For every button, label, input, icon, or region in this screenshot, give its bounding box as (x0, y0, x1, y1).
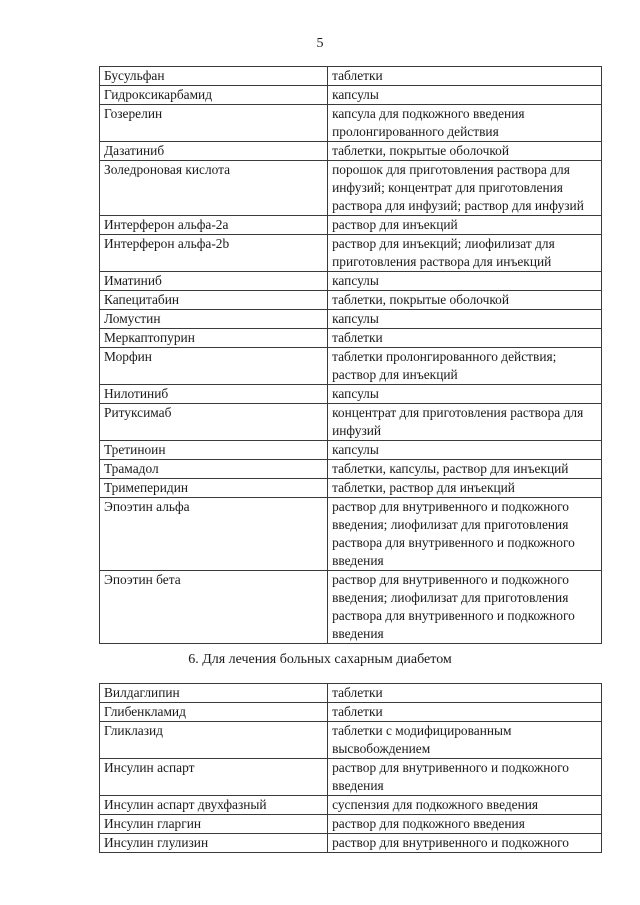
drug-name-cell: Иматиниб (100, 272, 328, 291)
table-row (100, 834, 602, 853)
drug-name-cell: Нилотиниб (100, 385, 328, 404)
drug-name-cell: Инсулин аспарт двухфазный (100, 796, 328, 815)
dosage-form-cell: раствор для внутривенного и подкожного (328, 834, 602, 853)
drug-name-cell: Инсулин глулизин (100, 834, 328, 853)
table-row (100, 759, 602, 796)
section-heading: 6. Для лечения больных сахарным диабетом (188, 652, 452, 667)
dosage-form-cell: таблетки, покрытые оболочкой (328, 291, 602, 310)
dosage-form-cell: раствор для внутривенного и подкожного введения; лиофилизат для приготовления раствора для внутривенного и подкожного введения (328, 571, 602, 644)
table-row (100, 348, 602, 385)
table-row (100, 235, 602, 272)
table-row (100, 703, 602, 722)
table-row (100, 67, 602, 86)
table-row (100, 722, 602, 759)
drug-name-cell: Ломустин (100, 310, 328, 329)
table-row (100, 460, 602, 479)
drug-table-diabetes (99, 683, 602, 853)
table-row (100, 142, 602, 161)
drug-name-cell: Ритуксимаб (100, 404, 328, 441)
table-row (100, 86, 602, 105)
dosage-form-cell: капсула для подкожного введения пролонгированного действия (328, 105, 602, 142)
dosage-form-cell: концентрат для приготовления раствора для инфузий (328, 404, 602, 441)
drug-name-cell: Дазатиниб (100, 142, 328, 161)
table-row (100, 329, 602, 348)
dosage-form-cell: раствор для внутривенного и подкожного введения; лиофилизат для приготовления раствора для внутривенного и подкожного введения (328, 498, 602, 571)
table-row (100, 498, 602, 571)
drug-name-cell: Вилдаглипин (100, 684, 328, 703)
dosage-form-cell: капсулы (328, 86, 602, 105)
table-row (100, 105, 602, 142)
table-row (100, 796, 602, 815)
drug-name-cell: Глибенкламид (100, 703, 328, 722)
drug-name-cell: Эпоэтин бета (100, 571, 328, 644)
drug-name-cell: Инсулин аспарт (100, 759, 328, 796)
drug-name-cell: Гликлазид (100, 722, 328, 759)
drug-name-cell: Бусульфан (100, 67, 328, 86)
table-row (100, 441, 602, 460)
drug-name-cell: Инсулин гларгин (100, 815, 328, 834)
table-row (100, 216, 602, 235)
dosage-form-cell: таблетки, покрытые оболочкой (328, 142, 602, 161)
drug-name-cell: Интерферон альфа-2b (100, 235, 328, 272)
dosage-form-cell: таблетки (328, 329, 602, 348)
dosage-form-cell: таблетки с модифицированным высвобождением (328, 722, 602, 759)
drug-table-oncology (99, 66, 602, 644)
dosage-form-cell: капсулы (328, 310, 602, 329)
dosage-form-cell: раствор для инъекций; лиофилизат для приготовления раствора для инъекций (328, 235, 602, 272)
table-row (100, 310, 602, 329)
table-row (100, 571, 602, 644)
table-row (100, 815, 602, 834)
dosage-form-cell: капсулы (328, 272, 602, 291)
drug-name-cell: Третиноин (100, 441, 328, 460)
dosage-form-cell: таблетки (328, 703, 602, 722)
dosage-form-cell: таблетки, капсулы, раствор для инъекций (328, 460, 602, 479)
drug-name-cell: Морфин (100, 348, 328, 385)
table-row (100, 161, 602, 216)
dosage-form-cell: капсулы (328, 385, 602, 404)
table-row (100, 272, 602, 291)
table-row (100, 404, 602, 441)
drug-name-cell: Интерферон альфа-2a (100, 216, 328, 235)
dosage-form-cell: таблетки пролонгированного действия; раствор для инъекций (328, 348, 602, 385)
drug-name-cell: Тримеперидин (100, 479, 328, 498)
page-number: 5 (316, 36, 324, 51)
table-row (100, 385, 602, 404)
dosage-form-cell: капсулы (328, 441, 602, 460)
dosage-form-cell: порошок для приготовления раствора для инфузий; концентрат для приготовления раствора для инфузий; раствор для инфузий (328, 161, 602, 216)
dosage-form-cell: таблетки (328, 684, 602, 703)
dosage-form-cell: таблетки (328, 67, 602, 86)
drug-name-cell: Гидроксикарбамид (100, 86, 328, 105)
drug-name-cell: Трамадол (100, 460, 328, 479)
dosage-form-cell: раствор для внутривенного и подкожного введения (328, 759, 602, 796)
dosage-form-cell: суспензия для подкожного введения (328, 796, 602, 815)
drug-name-cell: Гозерелин (100, 105, 328, 142)
dosage-form-cell: раствор для инъекций (328, 216, 602, 235)
table-row (100, 684, 602, 703)
table-row (100, 479, 602, 498)
drug-name-cell: Капецитабин (100, 291, 328, 310)
drug-name-cell: Золедроновая кислота (100, 161, 328, 216)
dosage-form-cell: таблетки, раствор для инъекций (328, 479, 602, 498)
dosage-form-cell: раствор для подкожного введения (328, 815, 602, 834)
drug-name-cell: Эпоэтин альфа (100, 498, 328, 571)
table-row (100, 291, 602, 310)
drug-name-cell: Меркаптопурин (100, 329, 328, 348)
